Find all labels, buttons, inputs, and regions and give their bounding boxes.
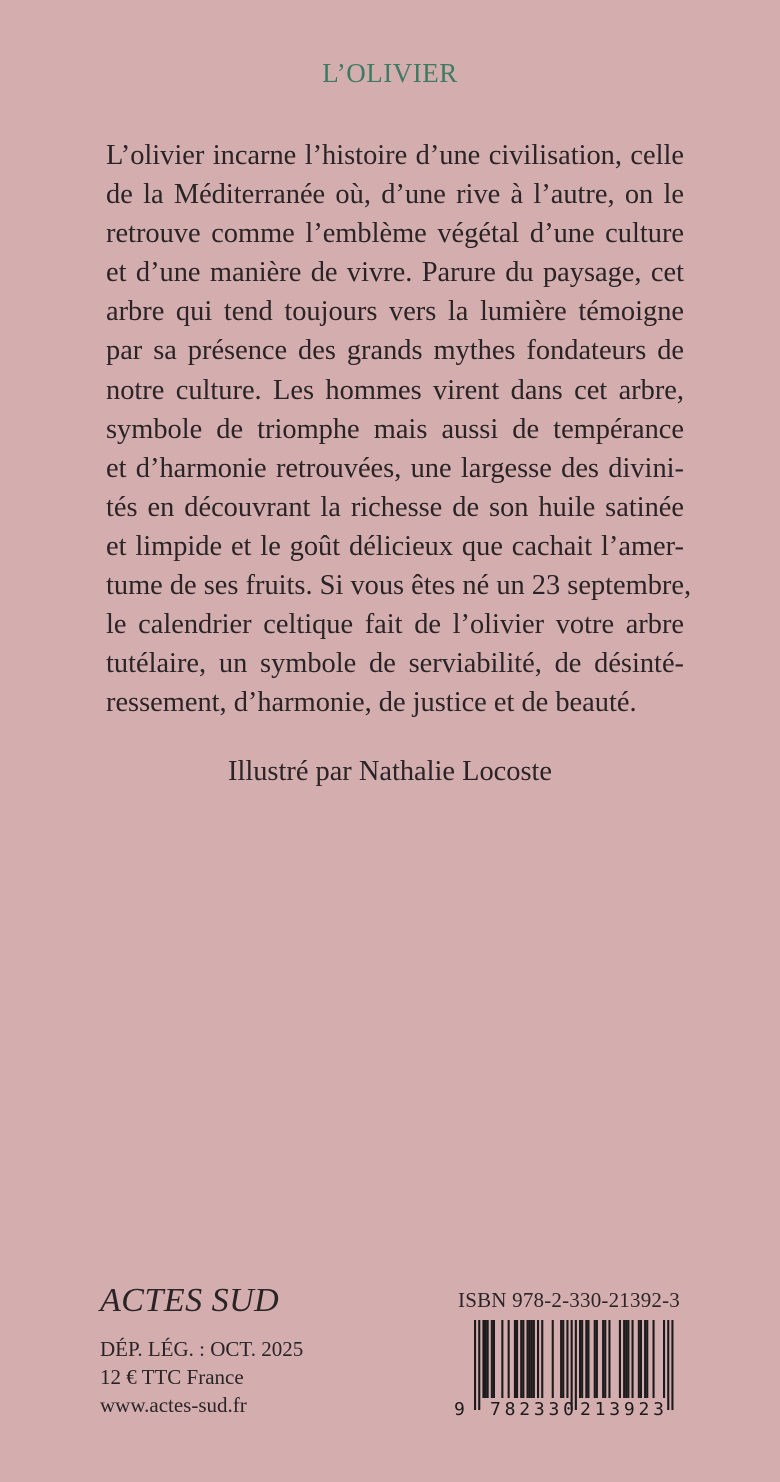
barcode-bar xyxy=(485,1320,487,1398)
blurb-line: par sa présence des grands mythes fondateurs de xyxy=(106,335,684,367)
barcode-bar xyxy=(533,1320,535,1398)
barcode-bar xyxy=(537,1320,539,1398)
barcode-bar xyxy=(625,1320,627,1398)
blurb-line: retrouve comme l’emblème végétal d’une culture xyxy=(106,218,684,250)
barcode-bar xyxy=(623,1320,625,1398)
legal-deposit: DÉP. LÉG. : OCT. 2025 xyxy=(100,1337,304,1361)
barcode-bar xyxy=(522,1320,524,1398)
barcode-bar xyxy=(671,1320,673,1410)
barcode-bar xyxy=(493,1320,495,1398)
barcode-digits-right: 213923 xyxy=(580,1399,664,1420)
barcode-bar xyxy=(531,1320,533,1398)
barcode-bar xyxy=(644,1320,646,1398)
barcode-bar xyxy=(491,1320,493,1398)
barcode-bar xyxy=(619,1320,621,1398)
barcode-bar xyxy=(653,1320,655,1398)
barcode-bar xyxy=(560,1320,562,1398)
barcode-bar xyxy=(587,1320,589,1398)
blurb-text xyxy=(106,136,692,722)
blurb-line: de la Méditerranée où, d’une rive à l’autre, on le xyxy=(106,179,684,211)
barcode-bar xyxy=(581,1320,583,1398)
illustrator-credit: Illustré par Nathalie Locoste xyxy=(228,756,552,787)
barcode-bar xyxy=(487,1320,489,1398)
barcode-bar xyxy=(575,1320,577,1410)
blurb-line: arbre qui tend toujours vers la lumière témoigne xyxy=(106,296,684,328)
publisher-logo: ACTES SUD xyxy=(100,1282,280,1319)
barcode-bar xyxy=(474,1320,476,1410)
barcode-bar xyxy=(562,1320,564,1398)
barcode-digit-first: 9 xyxy=(454,1399,465,1420)
barcode-bar xyxy=(579,1320,581,1398)
barcode-bar xyxy=(608,1320,610,1398)
barcode-bar xyxy=(527,1320,529,1398)
barcode-bar xyxy=(566,1320,568,1398)
barcode-digits-left: 782330 xyxy=(490,1399,574,1420)
barcode-bar xyxy=(482,1320,484,1398)
barcode-bar xyxy=(602,1320,604,1398)
barcode-bar xyxy=(638,1320,640,1398)
barcode-bar xyxy=(663,1320,665,1398)
barcode-bar xyxy=(596,1320,598,1398)
barcode-bar xyxy=(529,1320,531,1398)
blurb-line: et d’une manière de vivre. Parure du paysage, cet xyxy=(106,257,684,289)
blurb-line: tés en découvrant la richesse de son huile satinée xyxy=(106,491,684,523)
isbn-label: ISBN 978-2-330-21392-3 xyxy=(458,1288,680,1312)
blurb-line: L’olivier incarne l’histoire d’une civilisation, celle xyxy=(106,140,684,171)
price: 12 € TTC France xyxy=(100,1365,244,1389)
barcode-bar xyxy=(552,1320,554,1398)
website: www.actes-sud.fr xyxy=(100,1393,247,1417)
blurb-line: et limpide et le goût délicieux que cachait l’amer- xyxy=(106,530,684,562)
blurb-line: ressement, d’harmonie, de justice et de beauté. xyxy=(106,687,637,719)
barcode-bar xyxy=(646,1320,648,1398)
blurb-line: tume de ses fruits. Si vous êtes né un 23 septembre, xyxy=(106,570,692,602)
barcode-bar xyxy=(520,1320,522,1398)
barcode-bar xyxy=(508,1320,510,1398)
barcode-bar xyxy=(640,1320,642,1398)
barcode-bar xyxy=(585,1320,587,1398)
barcode-bar xyxy=(594,1320,596,1398)
barcode-bar xyxy=(632,1320,634,1398)
barcode-graphic xyxy=(452,1320,684,1420)
barcode-bar xyxy=(516,1320,518,1398)
blurb-line: le calendrier celtique fait de l’olivier votre arbre xyxy=(106,609,684,641)
barcode-bar xyxy=(478,1320,480,1410)
barcode-bar xyxy=(541,1320,543,1398)
blurb-line: symbole de triomphe mais aussi de tempérance xyxy=(106,413,684,445)
barcode-bar xyxy=(571,1320,573,1410)
barcode-bar xyxy=(501,1320,503,1398)
blurb-line: tutélaire, un symbole de serviabilité, de désinté- xyxy=(106,648,684,680)
barcode-bar xyxy=(514,1320,516,1398)
blurb-line: notre culture. Les hommes virent dans cet arbre, xyxy=(106,374,684,406)
barcode-bar xyxy=(604,1320,606,1398)
book-title: L’OLIVIER xyxy=(322,58,458,88)
barcode-bar xyxy=(627,1320,629,1398)
barcode-bars xyxy=(474,1320,674,1410)
barcode-bar xyxy=(667,1320,669,1410)
barcode xyxy=(452,1320,684,1420)
blurb-line: et d’harmonie retrouvées, une largesse des divini- xyxy=(106,452,684,484)
